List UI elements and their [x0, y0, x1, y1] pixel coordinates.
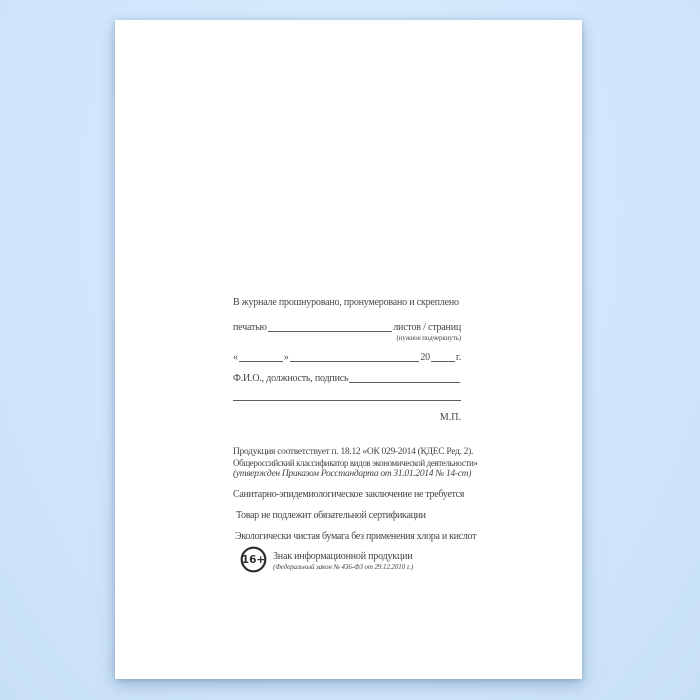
year-blank-line	[431, 361, 455, 362]
seal-sheets-row	[233, 322, 461, 334]
eco-paper-statement: Экологически чистая бумага без применения хлора и кислот	[235, 531, 477, 542]
name-position-signature-label: Ф.И.О., должность, подпись	[233, 373, 349, 384]
compliance-line-3: (утвержден Приказом Росстандарта от 31.01.2014 № 14-ст)	[233, 469, 472, 479]
sewn-numbered-statement: В журнале прошнуровано, пронумеровано и скреплено	[233, 297, 459, 308]
date-row	[233, 352, 461, 364]
continuation-blank-line	[233, 400, 461, 401]
sheets-pages-label: листов / страниц	[393, 322, 461, 333]
seal-place-abbr: М.П.	[439, 412, 461, 423]
year-suffix: г.	[455, 352, 461, 363]
day-blank-line	[239, 361, 283, 362]
compliance-line-1: Продукция соответствует п. 18.12 «ОК 029-2014 (КДЕС Ред. 2).	[233, 447, 474, 457]
signature-blank-line	[349, 382, 460, 383]
close-quote: »	[283, 352, 289, 363]
seal-blank-line	[268, 331, 392, 332]
month-blank-line	[290, 361, 420, 362]
signature-row	[233, 373, 461, 385]
seal-prefix-label: печатью	[233, 322, 267, 333]
age-16-plus-icon	[240, 546, 267, 573]
information-product-mark-title: Знак информационной продукции	[273, 551, 413, 562]
journal-back-page	[115, 20, 582, 679]
federal-law-reference: (Федеральный закон № 436-ФЗ от 29.12.2010 г.)	[273, 563, 414, 571]
sanitary-statement: Санитарно-эпидемиологическое заключение не требуется	[233, 489, 465, 500]
certification-statement: Товар не подлежит обязательной сертификации	[236, 510, 426, 521]
open-quote: «	[233, 352, 238, 363]
age-16-plus-label: 16+	[241, 554, 266, 567]
compliance-line-2: Общероссийский классификатор видов экономической деятельности»	[233, 458, 478, 468]
underline-note: (нужное подчеркнуть)	[396, 334, 461, 342]
year-prefix: 20	[420, 352, 430, 363]
